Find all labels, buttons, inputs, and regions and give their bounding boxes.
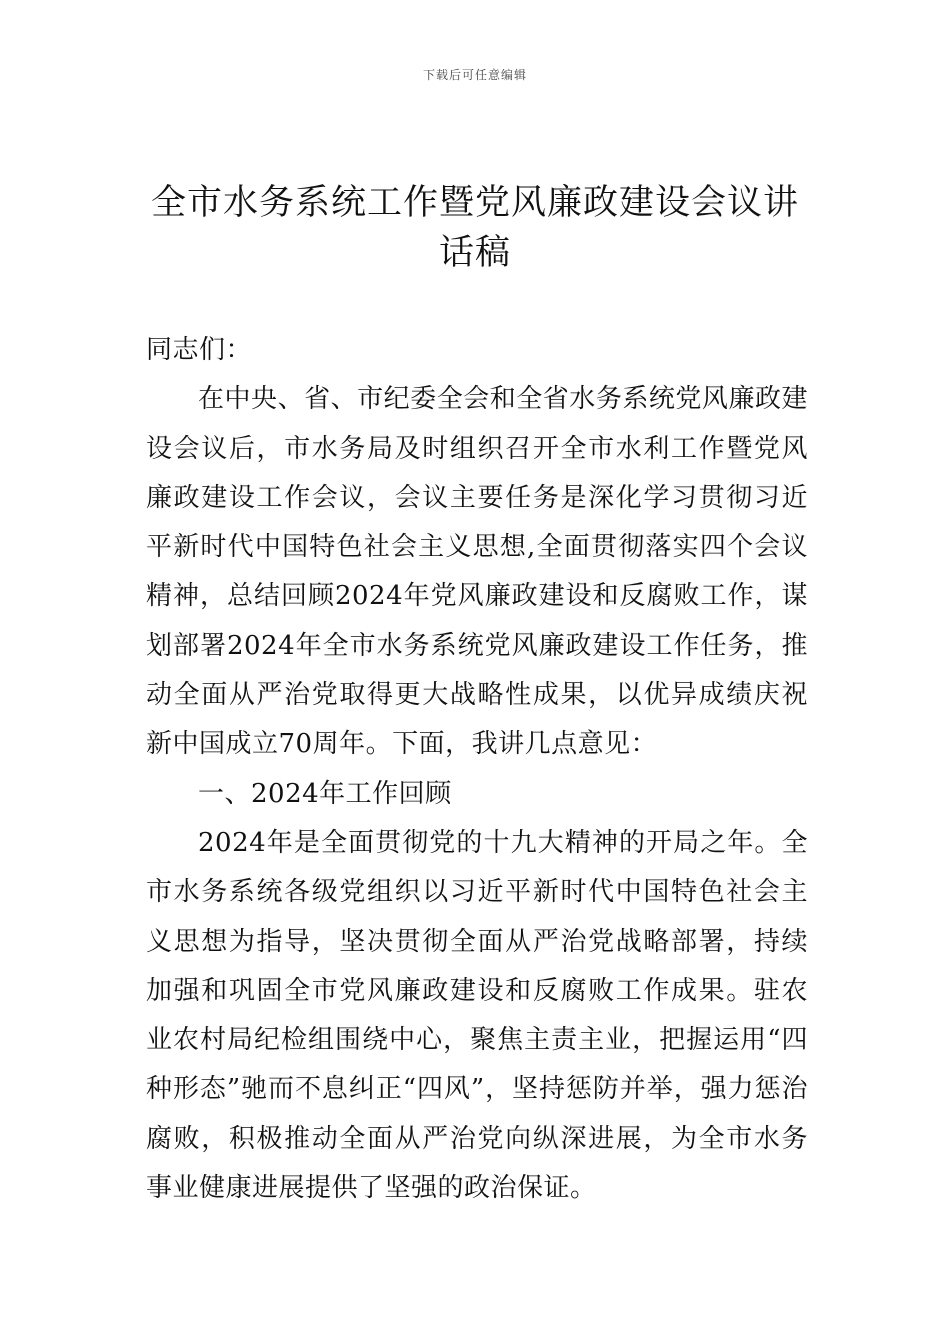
document-title: 全市水务系统工作暨党风廉政建设会议讲话稿	[150, 183, 799, 273]
document-body	[146, 326, 808, 1213]
paragraph-review: 2024年是全面贯彻党的十九大精神的开局之年。全市水务系统各级党组织以习近平新时代中国特色社会主义思想为指导，坚决贯彻全面从严治党战略部署，持续加强和巩固全市党风廉政建设和反腐败工作成果。驻农业农村局纪检组围绕中心，聚焦主责主业，把握运用“四种形态”驰而不息纠正“四风”，坚持惩防并举，强力惩治腐败，积极推动全面从严治党向纵深进展，为全市水务事业健康进展提供了坚强的政治保证。	[146, 827, 808, 1204]
paragraph-intro: 在中央、省、市纪委全会和全省水务系统党风廉政建设会议后，市水务局及时组织召开全市水利工作暨党风廉政建设工作会议，会议主要任务是深化学习贯彻习近平新时代中国特色社会主义思想,全面贯彻落实四个会议精神，总结回顾2024年党风廉政建设和反腐败工作，谋划部署2024年全市水务系统党风廉政建设工作任务，推动全面从严治党取得更大战略性成果，以优异成绩庆祝新中国成立70周年。下面，我讲几点意见：	[146, 384, 808, 760]
header-note: 下载后可任意编辑	[422, 68, 527, 82]
section-heading: 一、2024年工作回顾	[198, 778, 452, 809]
salutation: 同志们：	[146, 335, 253, 365]
